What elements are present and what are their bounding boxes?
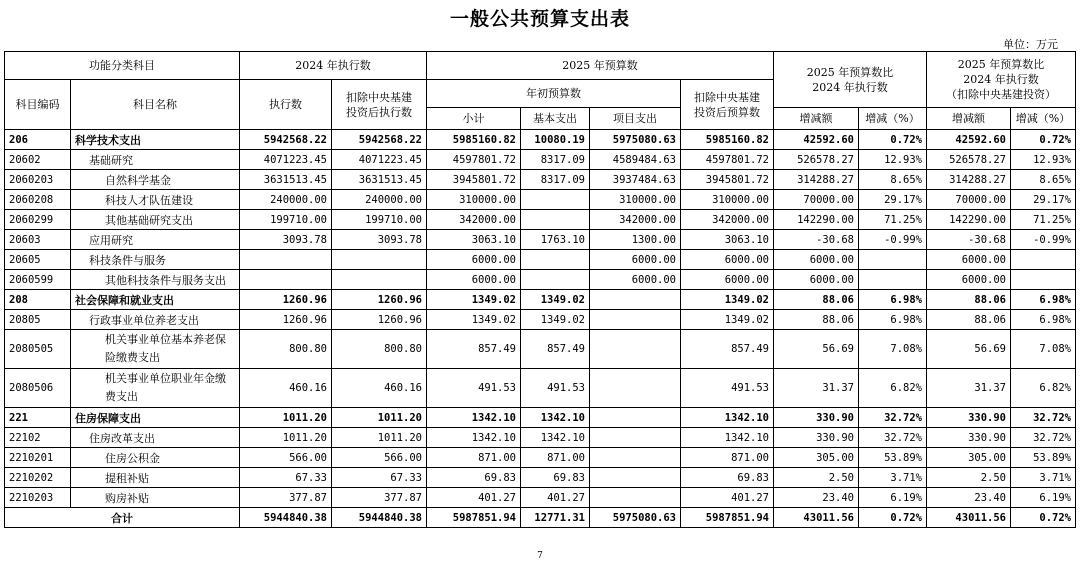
row-change-2: 88.06 [927, 290, 1011, 310]
row-basic: 1349.02 [521, 310, 590, 330]
header-budget-excl-line2: 投资后预算数 [694, 105, 760, 119]
row-change-2: 23.40 [927, 488, 1011, 508]
row-exec: 1260.96 [240, 310, 332, 330]
row-budget-excl: 69.83 [681, 468, 774, 488]
row-budget-excl: 401.27 [681, 488, 774, 508]
row-code: 2060208 [5, 190, 71, 210]
header-compare-2-line1: 2025 年预算数比 [957, 58, 1045, 71]
row-name: 应用研究 [71, 230, 240, 250]
row-code: 2210203 [5, 488, 71, 508]
table-row [5, 468, 1076, 488]
header-compare-2-line3: （扣除中央基建投资） [946, 88, 1056, 101]
row-subtotal: 857.49 [427, 330, 521, 369]
row-change-pct-2 [1011, 270, 1076, 290]
header-change-amount-2: 增减额 [927, 108, 1011, 130]
row-exec: 199710.00 [240, 210, 332, 230]
row-name: 机关事业单位职业年金缴费支出 [71, 369, 240, 408]
row-subtotal: 342000.00 [427, 210, 521, 230]
row-basic: 1342.10 [521, 428, 590, 448]
row-exec-excl: 460.16 [332, 369, 427, 408]
row-change: 330.90 [774, 428, 859, 448]
row-change-pct: 3.71% [859, 468, 927, 488]
row-name: 其他基础研究支出 [71, 210, 240, 230]
row-name: 机关事业单位基本养老保险缴费支出 [71, 330, 240, 369]
row-budget-excl: 491.53 [681, 369, 774, 408]
row-project [590, 369, 681, 408]
row-change-pct-2: 53.89% [1011, 448, 1076, 468]
row-change-pct-2: 6.82% [1011, 369, 1076, 408]
row-code: 2080505 [5, 330, 71, 369]
row-change: 6000.00 [774, 270, 859, 290]
row-exec: 3093.78 [240, 230, 332, 250]
row-code: 2210202 [5, 468, 71, 488]
header-compare-2-line2: 2024 年执行数 [963, 73, 1039, 86]
row-exec: 377.87 [240, 488, 332, 508]
row-change-pct-2: 32.72% [1011, 408, 1076, 428]
table-row [5, 290, 1076, 310]
row-exec-excl: 1011.20 [332, 408, 427, 428]
row-name: 基础研究 [71, 150, 240, 170]
header-change-pct-2: 增减（%） [1011, 108, 1076, 130]
row-code: 208 [5, 290, 71, 310]
row-change-pct: 29.17% [859, 190, 927, 210]
row-exec: 4071223.45 [240, 150, 332, 170]
row-subtotal: 6000.00 [427, 250, 521, 270]
row-change-pct: 0.72% [859, 130, 927, 150]
header-exec-excl [332, 80, 427, 130]
row-project [590, 488, 681, 508]
total-budget-excl: 5987851.94 [681, 508, 774, 528]
row-name: 住房公积金 [71, 448, 240, 468]
total-subtotal: 5987851.94 [427, 508, 521, 528]
row-change-pct-2: 7.08% [1011, 330, 1076, 369]
row-exec: 1260.96 [240, 290, 332, 310]
row-name: 自然科学基金 [71, 170, 240, 190]
row-project [590, 330, 681, 369]
row-change-pct-2: 71.25% [1011, 210, 1076, 230]
row-change-pct-2: 6.98% [1011, 290, 1076, 310]
row-name: 其他科技条件与服务支出 [71, 270, 240, 290]
row-change-pct: 6.98% [859, 310, 927, 330]
row-change-pct: 32.72% [859, 408, 927, 428]
row-exec-excl: 1260.96 [332, 290, 427, 310]
row-exec-excl: 377.87 [332, 488, 427, 508]
row-exec-excl: 800.80 [332, 330, 427, 369]
row-subtotal: 6000.00 [427, 270, 521, 290]
row-change-2: -30.68 [927, 230, 1011, 250]
header-exec-excl-line1: 扣除中央基建 [346, 90, 412, 104]
header-change-amount: 增减额 [774, 108, 859, 130]
row-subtotal: 3063.10 [427, 230, 521, 250]
total-change-2: 43011.56 [927, 508, 1011, 528]
header-compare-2 [927, 52, 1076, 108]
table-row [5, 369, 1076, 408]
row-project: 342000.00 [590, 210, 681, 230]
row-exec: 240000.00 [240, 190, 332, 210]
row-change-2: 526578.27 [927, 150, 1011, 170]
row-project: 310000.00 [590, 190, 681, 210]
row-project [590, 428, 681, 448]
row-change-2: 31.37 [927, 369, 1011, 408]
row-change-2: 305.00 [927, 448, 1011, 468]
row-exec: 1011.20 [240, 408, 332, 428]
row-exec-excl: 3093.78 [332, 230, 427, 250]
row-basic: 69.83 [521, 468, 590, 488]
row-budget-excl: 857.49 [681, 330, 774, 369]
row-change: 314288.27 [774, 170, 859, 190]
total-row [5, 508, 1076, 528]
row-change-pct-2: 8.65% [1011, 170, 1076, 190]
row-project: 5975080.63 [590, 130, 681, 150]
row-change-pct: 6.98% [859, 290, 927, 310]
table-row [5, 230, 1076, 250]
header-compare-1-line2: 2024 年执行数 [812, 80, 888, 94]
row-exec-excl: 199710.00 [332, 210, 427, 230]
table-row [5, 150, 1076, 170]
header-subtotal: 小计 [427, 108, 521, 130]
row-exec-excl [332, 270, 427, 290]
row-change-pct: 32.72% [859, 428, 927, 448]
row-code: 2060299 [5, 210, 71, 230]
row-name: 购房补贴 [71, 488, 240, 508]
row-basic [521, 210, 590, 230]
total-change-pct: 0.72% [859, 508, 927, 528]
row-change-2: 330.90 [927, 428, 1011, 448]
row-basic: 8317.09 [521, 170, 590, 190]
row-change-pct-2: 0.72% [1011, 130, 1076, 150]
row-change-pct: 6.82% [859, 369, 927, 408]
row-basic: 491.53 [521, 369, 590, 408]
row-exec: 1011.20 [240, 428, 332, 448]
table-row [5, 428, 1076, 448]
row-change-pct [859, 270, 927, 290]
row-change-pct-2: 32.72% [1011, 428, 1076, 448]
row-change-pct: 7.08% [859, 330, 927, 369]
row-change: 142290.00 [774, 210, 859, 230]
table-row [5, 250, 1076, 270]
row-change: -30.68 [774, 230, 859, 250]
table-row [5, 130, 1076, 150]
row-budget-excl: 342000.00 [681, 210, 774, 230]
row-exec [240, 270, 332, 290]
row-change: 42592.60 [774, 130, 859, 150]
row-code: 2060599 [5, 270, 71, 290]
table-row [5, 448, 1076, 468]
row-change-2: 2.50 [927, 468, 1011, 488]
row-change-2: 56.69 [927, 330, 1011, 369]
row-budget-excl: 6000.00 [681, 250, 774, 270]
row-exec: 3631513.45 [240, 170, 332, 190]
row-budget-excl: 3945801.72 [681, 170, 774, 190]
row-name: 科技人才队伍建设 [71, 190, 240, 210]
row-subtotal: 1349.02 [427, 310, 521, 330]
row-project: 4589484.63 [590, 150, 681, 170]
row-name: 行政事业单位养老支出 [71, 310, 240, 330]
row-code: 22102 [5, 428, 71, 448]
row-basic: 8317.09 [521, 150, 590, 170]
row-project [590, 468, 681, 488]
row-code: 221 [5, 408, 71, 428]
row-exec-excl [332, 250, 427, 270]
row-change-pct: 53.89% [859, 448, 927, 468]
row-name: 住房保障支出 [71, 408, 240, 428]
row-change-pct-2: 29.17% [1011, 190, 1076, 210]
row-budget-excl: 6000.00 [681, 270, 774, 290]
row-budget-excl: 1349.02 [681, 310, 774, 330]
row-change-pct: -0.99% [859, 230, 927, 250]
total-change: 43011.56 [774, 508, 859, 528]
table-row [5, 270, 1076, 290]
row-name: 住房改革支出 [71, 428, 240, 448]
row-basic [521, 190, 590, 210]
header-project: 项目支出 [590, 108, 681, 130]
row-name: 社会保障和就业支出 [71, 290, 240, 310]
row-subtotal: 5985160.82 [427, 130, 521, 150]
row-project [590, 408, 681, 428]
header-initial-budget: 年初预算数 [427, 80, 681, 108]
header-budget-excl-line1: 扣除中央基建 [694, 90, 760, 104]
row-budget-excl: 3063.10 [681, 230, 774, 250]
row-exec-excl: 1260.96 [332, 310, 427, 330]
row-subtotal: 871.00 [427, 448, 521, 468]
row-basic [521, 270, 590, 290]
table-row [5, 190, 1076, 210]
total-change-pct-2: 0.72% [1011, 508, 1076, 528]
row-change-pct: 6.19% [859, 488, 927, 508]
row-code: 2210201 [5, 448, 71, 468]
row-change-pct-2: 6.19% [1011, 488, 1076, 508]
table-row [5, 408, 1076, 428]
row-change: 88.06 [774, 290, 859, 310]
row-basic: 401.27 [521, 488, 590, 508]
row-basic [521, 250, 590, 270]
table-row [5, 210, 1076, 230]
row-project: 6000.00 [590, 250, 681, 270]
row-change-2: 88.06 [927, 310, 1011, 330]
row-change: 2.50 [774, 468, 859, 488]
table-row [5, 330, 1076, 369]
header-budget-2025: 2025 年预算数 [427, 52, 774, 80]
row-code: 20605 [5, 250, 71, 270]
row-basic: 871.00 [521, 448, 590, 468]
row-change-2: 6000.00 [927, 250, 1011, 270]
row-code: 206 [5, 130, 71, 150]
row-subtotal: 401.27 [427, 488, 521, 508]
total-basic: 12771.31 [521, 508, 590, 528]
row-budget-excl: 871.00 [681, 448, 774, 468]
row-code: 2080506 [5, 369, 71, 408]
row-change: 70000.00 [774, 190, 859, 210]
row-budget-excl: 4597801.72 [681, 150, 774, 170]
row-change-2: 314288.27 [927, 170, 1011, 190]
row-name: 提租补贴 [71, 468, 240, 488]
row-subtotal: 4597801.72 [427, 150, 521, 170]
row-change-pct-2: 3.71% [1011, 468, 1076, 488]
row-change-2: 6000.00 [927, 270, 1011, 290]
row-name: 科技条件与服务 [71, 250, 240, 270]
budget-expenditure-table [4, 51, 1076, 528]
row-code: 20805 [5, 310, 71, 330]
row-basic: 10080.19 [521, 130, 590, 150]
row-exec: 460.16 [240, 369, 332, 408]
row-change-pct-2: -0.99% [1011, 230, 1076, 250]
row-code: 20602 [5, 150, 71, 170]
header-name: 科目名称 [71, 80, 240, 130]
row-subtotal: 3945801.72 [427, 170, 521, 190]
row-change-pct [859, 250, 927, 270]
row-exec-excl: 566.00 [332, 448, 427, 468]
header-func-class: 功能分类科目 [5, 52, 240, 80]
header-change-pct: 增减（%） [859, 108, 927, 130]
table-row [5, 488, 1076, 508]
row-budget-excl: 1342.10 [681, 428, 774, 448]
header-exec-2024: 2024 年执行数 [240, 52, 427, 80]
total-exec-excl: 5944840.38 [332, 508, 427, 528]
header-budget-excl [681, 80, 774, 130]
row-budget-excl: 310000.00 [681, 190, 774, 210]
row-change-pct-2: 6.98% [1011, 310, 1076, 330]
row-change-pct: 8.65% [859, 170, 927, 190]
row-change: 31.37 [774, 369, 859, 408]
row-exec: 5942568.22 [240, 130, 332, 150]
row-exec-excl: 3631513.45 [332, 170, 427, 190]
row-change-2: 42592.60 [927, 130, 1011, 150]
header-exec-excl-line2: 投资后执行数 [346, 105, 412, 119]
header-exec-amount: 执行数 [240, 80, 332, 130]
row-project: 1300.00 [590, 230, 681, 250]
row-exec: 800.80 [240, 330, 332, 369]
row-change-2: 142290.00 [927, 210, 1011, 230]
header-compare-1 [774, 52, 927, 108]
row-budget-excl: 5985160.82 [681, 130, 774, 150]
row-change: 56.69 [774, 330, 859, 369]
row-change: 526578.27 [774, 150, 859, 170]
table-row [5, 170, 1076, 190]
row-subtotal: 1342.10 [427, 408, 521, 428]
row-basic: 857.49 [521, 330, 590, 369]
row-basic: 1342.10 [521, 408, 590, 428]
total-exec: 5944840.38 [240, 508, 332, 528]
row-project [590, 448, 681, 468]
row-subtotal: 69.83 [427, 468, 521, 488]
row-exec-excl: 240000.00 [332, 190, 427, 210]
header-compare-1-line1: 2025 年预算数比 [806, 65, 894, 79]
row-exec-excl: 4071223.45 [332, 150, 427, 170]
row-change: 23.40 [774, 488, 859, 508]
row-project [590, 290, 681, 310]
row-project: 6000.00 [590, 270, 681, 290]
row-change-2: 70000.00 [927, 190, 1011, 210]
row-exec [240, 250, 332, 270]
row-project [590, 310, 681, 330]
page-number: 7 [537, 551, 543, 561]
row-change-pct: 71.25% [859, 210, 927, 230]
total-label: 合计 [5, 508, 240, 528]
row-budget-excl: 1349.02 [681, 290, 774, 310]
row-change-pct-2 [1011, 250, 1076, 270]
row-subtotal: 310000.00 [427, 190, 521, 210]
row-exec-excl: 67.33 [332, 468, 427, 488]
row-change: 88.06 [774, 310, 859, 330]
row-project: 3937484.63 [590, 170, 681, 190]
total-project: 5975080.63 [590, 508, 681, 528]
row-change: 6000.00 [774, 250, 859, 270]
row-budget-excl: 1342.10 [681, 408, 774, 428]
row-exec-excl: 1011.20 [332, 428, 427, 448]
row-change-2: 330.90 [927, 408, 1011, 428]
row-subtotal: 1349.02 [427, 290, 521, 310]
page-title: 一般公共预算支出表 [449, 8, 630, 30]
row-exec: 67.33 [240, 468, 332, 488]
row-subtotal: 491.53 [427, 369, 521, 408]
row-subtotal: 1342.10 [427, 428, 521, 448]
row-name: 科学技术支出 [71, 130, 240, 150]
row-change-pct-2: 12.93% [1011, 150, 1076, 170]
unit-label: 单位：万元 [1003, 38, 1058, 51]
row-basic: 1349.02 [521, 290, 590, 310]
table-row [5, 310, 1076, 330]
row-change: 305.00 [774, 448, 859, 468]
header-code: 科目编码 [5, 80, 71, 130]
row-code: 2060203 [5, 170, 71, 190]
row-exec-excl: 5942568.22 [332, 130, 427, 150]
row-change-pct: 12.93% [859, 150, 927, 170]
row-exec: 566.00 [240, 448, 332, 468]
row-code: 20603 [5, 230, 71, 250]
header-basic: 基本支出 [521, 108, 590, 130]
row-change: 330.90 [774, 408, 859, 428]
row-basic: 1763.10 [521, 230, 590, 250]
